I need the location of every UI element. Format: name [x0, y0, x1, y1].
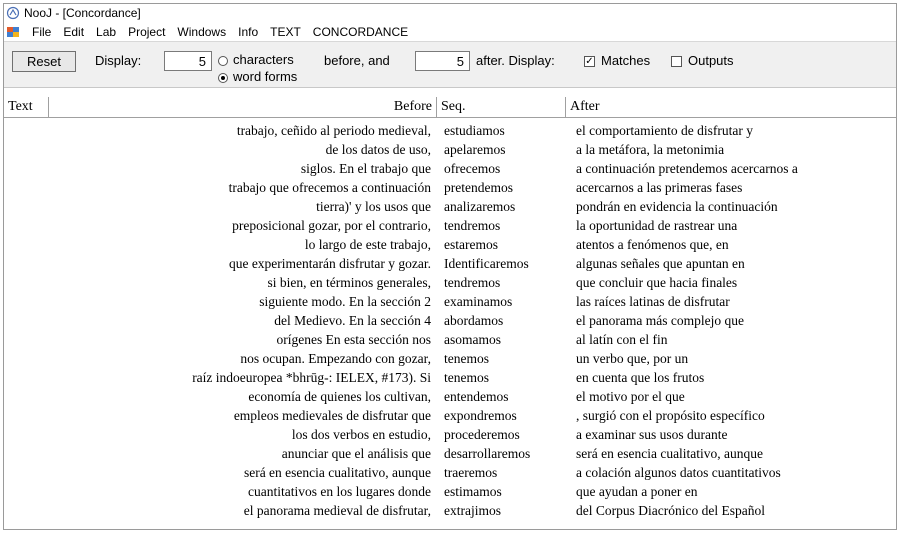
after-context: la oportunidad de rastrear una: [576, 218, 738, 233]
after-context: del Corpus Diacrónico del Español: [576, 503, 765, 518]
menu-edit[interactable]: Edit: [63, 24, 85, 39]
outputs-label: Outputs: [688, 53, 734, 68]
table-row[interactable]: [4, 159, 897, 178]
after-context: a examinar sus usos durante: [576, 427, 728, 442]
table-row[interactable]: [4, 330, 897, 349]
matches-checkbox[interactable]: ✓: [585, 56, 594, 67]
concordance-toolbar: [4, 42, 896, 88]
after-display-label: after. Display:: [476, 53, 555, 68]
after-context: a colación algunos datos cuantitativos: [576, 465, 781, 480]
after-count-input[interactable]: [415, 51, 470, 71]
before-count-input[interactable]: [164, 51, 212, 71]
after-context: que ayudan a poner en: [576, 484, 698, 499]
title-bar: [4, 4, 896, 22]
before-context: economía de quienes los cultivan,: [248, 389, 431, 404]
matched-sequence: desarrollaremos: [444, 446, 531, 461]
before-context: lo largo de este trabajo,: [304, 237, 431, 252]
before-context: que experimentarán disfrutar y gozar.: [228, 256, 431, 271]
matched-sequence: examinamos: [444, 294, 513, 309]
after-context: al latín con el fin: [576, 332, 668, 347]
before-context: nos ocupan. Empezando con gozar,: [240, 351, 431, 366]
table-row[interactable]: [4, 444, 897, 463]
before-context: raíz indoeuropea *bhrūg-: IELEX, #173). Si: [192, 370, 431, 385]
menu-concordance[interactable]: CONCORDANCE: [312, 24, 409, 39]
column-header-seq[interactable]: Seq.: [437, 97, 566, 117]
after-context: acercarnos a las primeras fases: [576, 180, 743, 195]
after-context: algunas señales que apuntan en: [576, 256, 745, 271]
column-header-after[interactable]: After: [570, 99, 600, 114]
table-row[interactable]: [4, 273, 897, 292]
document-window-icon[interactable]: [6, 25, 20, 39]
reset-button[interactable]: Reset: [12, 51, 76, 72]
matched-sequence: estimamos: [444, 484, 502, 499]
table-row[interactable]: [4, 121, 897, 140]
matched-sequence: asomamos: [444, 332, 501, 347]
table-row[interactable]: [4, 368, 897, 387]
after-context: atentos a fenómenos que, en: [576, 237, 729, 252]
matched-sequence: entendemos: [444, 389, 509, 404]
matched-sequence: estudiamos: [444, 123, 505, 138]
word-forms-label: word forms: [233, 69, 298, 84]
table-row[interactable]: [4, 482, 897, 501]
word-forms-radio[interactable]: [218, 73, 228, 83]
table-row[interactable]: [4, 178, 897, 197]
matched-sequence: extrajimos: [444, 503, 501, 518]
menu-text[interactable]: TEXT: [270, 24, 301, 39]
table-row[interactable]: [4, 311, 897, 330]
after-context: será en esencia cualitativo, aunque: [576, 446, 764, 461]
before-context: siglos. En el trabajo que: [300, 161, 431, 176]
table-row[interactable]: [4, 463, 897, 482]
before-and-label: before, and: [324, 53, 390, 68]
before-context: cuantitativos en los lugares donde: [248, 484, 431, 499]
matches-label: Matches: [601, 53, 651, 68]
before-context: será en esencia cualitativo, aunque: [243, 465, 431, 480]
concordance-header: [4, 97, 897, 118]
after-context: a continuación pretendemos acercarnos a: [576, 161, 798, 176]
characters-radio[interactable]: [218, 56, 228, 66]
nooj-app-icon: [6, 6, 20, 20]
before-context: trabajo que ofrecemos a continuación: [228, 180, 431, 195]
after-context: , surgió con el propósito específico: [576, 408, 765, 423]
table-row[interactable]: [4, 292, 897, 311]
after-context: el panorama más complejo que: [576, 313, 744, 328]
menu-windows[interactable]: Windows: [177, 24, 227, 39]
matched-sequence: ofrecemos: [444, 161, 501, 176]
before-context: preposicional gozar, por el contrario,: [232, 218, 431, 233]
matched-sequence: tenemos: [444, 370, 489, 385]
matched-sequence: tendremos: [444, 275, 501, 290]
menu-info[interactable]: Info: [238, 24, 259, 39]
before-context: siguiente modo. En la sección 2: [259, 294, 431, 309]
menu-file[interactable]: File: [32, 24, 52, 39]
table-row[interactable]: [4, 235, 897, 254]
before-context: anunciar que el análisis que: [281, 446, 431, 461]
matched-sequence: procederemos: [444, 427, 520, 442]
before-context: trabajo, ceñido al periodo medieval,: [236, 123, 431, 138]
table-row[interactable]: [4, 349, 897, 368]
matched-sequence: apelaremos: [444, 142, 506, 157]
after-context: en cuenta que los frutos: [576, 370, 705, 385]
before-context: los dos verbos en estudio,: [291, 427, 431, 442]
table-row[interactable]: [4, 387, 897, 406]
before-context: el panorama medieval de disfrutar,: [243, 503, 431, 518]
column-header-before[interactable]: Before: [49, 97, 437, 117]
matched-sequence: expondremos: [444, 408, 517, 423]
outputs-checkbox[interactable]: [671, 56, 682, 67]
table-row[interactable]: [4, 406, 897, 425]
concordance-table: [4, 121, 897, 520]
after-context: que concluir que hacia finales: [576, 275, 738, 290]
column-header-text[interactable]: Text: [4, 97, 49, 117]
matched-sequence: estaremos: [444, 237, 498, 252]
before-context: de los datos de uso,: [325, 142, 431, 157]
menu-project[interactable]: Project: [128, 24, 166, 39]
before-context: del Medievo. En la sección 4: [274, 313, 431, 328]
table-row[interactable]: [4, 425, 897, 444]
table-row[interactable]: [4, 216, 897, 235]
display-label: Display:: [95, 53, 142, 68]
matched-sequence: traeremos: [444, 465, 498, 480]
menu-lab[interactable]: Lab: [96, 24, 117, 39]
before-context: orígenes En esta sección nos: [276, 332, 431, 347]
menu-bar: [4, 22, 896, 42]
matched-sequence: tendremos: [444, 218, 501, 233]
after-context: el comportamiento de disfrutar y: [576, 123, 753, 138]
before-context: empleos medievales de disfrutar que: [233, 408, 431, 423]
table-row[interactable]: [4, 501, 897, 520]
after-context: las raíces latinas de disfrutar: [576, 294, 730, 309]
matched-sequence: Identificaremos: [444, 256, 529, 271]
table-row[interactable]: [4, 197, 897, 216]
after-context: a la metáfora, la metonimia: [576, 142, 725, 157]
matched-sequence: pretendemos: [444, 180, 513, 195]
table-row[interactable]: [4, 254, 897, 273]
before-context: tierra)' y los usos que: [316, 199, 431, 214]
characters-label: characters: [233, 52, 294, 67]
window-title: NooJ - [Concordance]: [24, 6, 141, 20]
before-context: si bien, en términos generales,: [267, 275, 431, 290]
matched-sequence: tenemos: [444, 351, 489, 366]
concordance-window: [3, 3, 897, 530]
after-context: un verbo que, por un: [576, 351, 689, 366]
table-row[interactable]: [4, 140, 897, 159]
after-context: pondrán en evidencia la continuación: [576, 199, 778, 214]
after-context: el motivo por el que: [576, 389, 685, 404]
matched-sequence: abordamos: [444, 313, 504, 328]
matched-sequence: analizaremos: [444, 199, 516, 214]
